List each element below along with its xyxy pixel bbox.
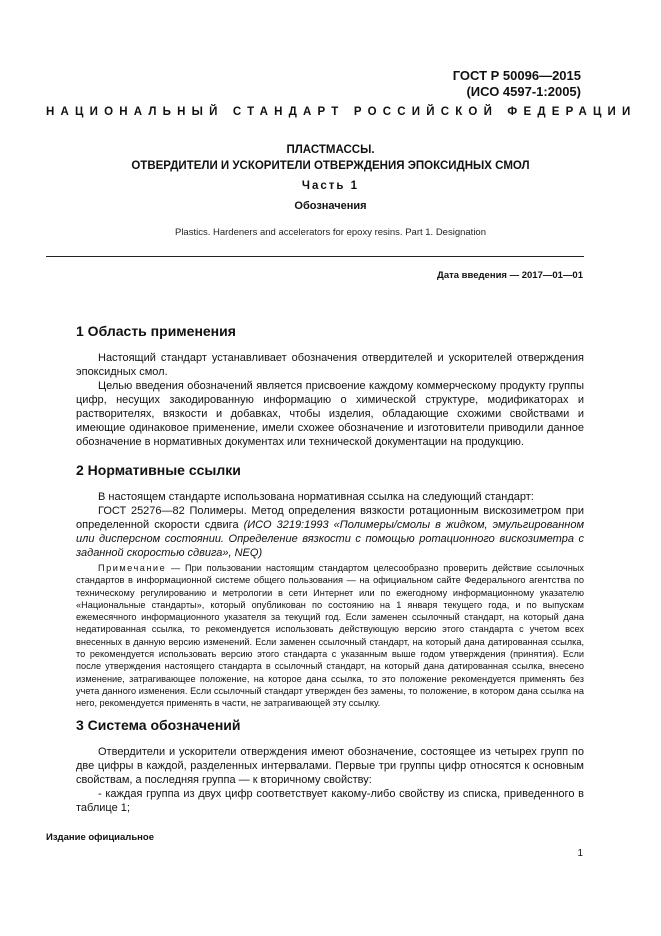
section-3-bullet-1: - каждая группа из двух цифр соответствует какому-либо свойству из списка, приведенного в таблице 1; [76,788,584,814]
title-line-1: ПЛАСТМАССЫ. [286,144,375,156]
section-3-paragraph-1: Отвердители и ускорители отверждения имеют обозначение, состоящее из четырех групп по две цифры в каждой, разделенных интервалами. Первые три группы цифр относятся к основным свойствам, а последняя группа — к вторичному свойству: [76,746,584,786]
gost-number: ГОСТ Р 50096—2015 [452,68,581,83]
note-label: Примечание [98,563,167,573]
section-2-reference [76,504,584,560]
subtitle: Обозначения [294,200,367,212]
section-1-heading: 1 Область применения [76,323,236,339]
part-label: Часть 1 [301,180,360,192]
reference-iso-text: (ИСО 3219:1993 «Полимеры/смолы в жидком, эмульгированном или дисперсном состоянии. Определение вязкости с помощью ротационного вискозиметра с заданной скоростью сдвига», NEQ) [76,519,584,559]
section-2-note [76,562,584,710]
note-text: — При пользовании настоящим стандартом целесообразно проверить действие ссылочных стандартов в информационной системе общего пользования — на официальном сайте Федерального агентства по техническому регулированию и метрологии в сети Интернет или по ежегодному информационному указателю «Национальные стандарты», который опубликован по состоянию на 1 января текущего года, и по выпускам ежемесячного информационного указателя за текущий год. Если заменен ссылочный стандарт, на который дана недатированная ссылка, то рекомендуется использовать действующую версию этого стандарта с учетом всех внесенных в данную версию изменений. Если заменен ссылочный стандарт, на который дана датированная ссылка, то рекомендуется использовать версию этого стандарта с указанным выше годом утверждения (принятия). Если после утверждения настоящего стандарта в ссылочный стандарт, на который дана датированная ссылка, внесено изменение, затрагивающее положение, на которое дана ссылка, то это положение рекомендуется применять без учета данного изменения. Если ссылочный стандарт утвержден без замены, то положение, в котором дана ссылка на него, рекомендуется применять в части, не затрагивающей эту ссылку. [76,563,584,709]
page-number: 1 [577,848,583,859]
section-2-heading: 2 Нормативные ссылки [76,462,241,478]
section-1-paragraph-1: Настоящий стандарт устанавливает обозначения отвердителей и ускорителей отверждения эпоксидных смол. [76,352,584,378]
section-1-paragraph-2: Целью введения обозначений является присвоение каждому коммерческому продукту группы цифр, несущих закодированную информацию о химической структуре, модификаторах и растворителях, вязкости и добавках, чтобы изделия, обладающие схожими свойствами и имеющие одинаковое применение, имели схожее обозначение и изготовители приводили данное обозначение в нормативных документах или технической документации на продукцию. [76,380,584,448]
title-divider [46,256,584,257]
section-3-heading: 3 Система обозначений [76,717,241,733]
intro-date: Дата введения — 2017—01—01 [437,270,583,281]
iso-number: (ИСО 4597-1:2005) [466,84,581,99]
section-2-paragraph-1: В настоящем стандарте использована нормативная ссылка на следующий стандарт: [98,491,534,503]
english-title: Plastics. Hardeners and accelerators for epoxy resins. Part 1. Designation [174,227,486,238]
title-line-2: ОТВЕРДИТЕЛИ И УСКОРИТЕЛИ ОТВЕРЖДЕНИЯ ЭПОКСИДНЫХ СМОЛ [131,160,530,172]
reference-text: ГОСТ 25276—82 Полимеры. Метод определения вязкости ротационным вискозиметром при определенной скорости сдвига [76,505,584,531]
edition-label: Издание официальное [46,832,154,843]
national-standard-banner: НАЦИОНАЛЬНЫЙ СТАНДАРТ РОССИЙСКОЙ ФЕДЕРАЦИИ [46,106,637,118]
